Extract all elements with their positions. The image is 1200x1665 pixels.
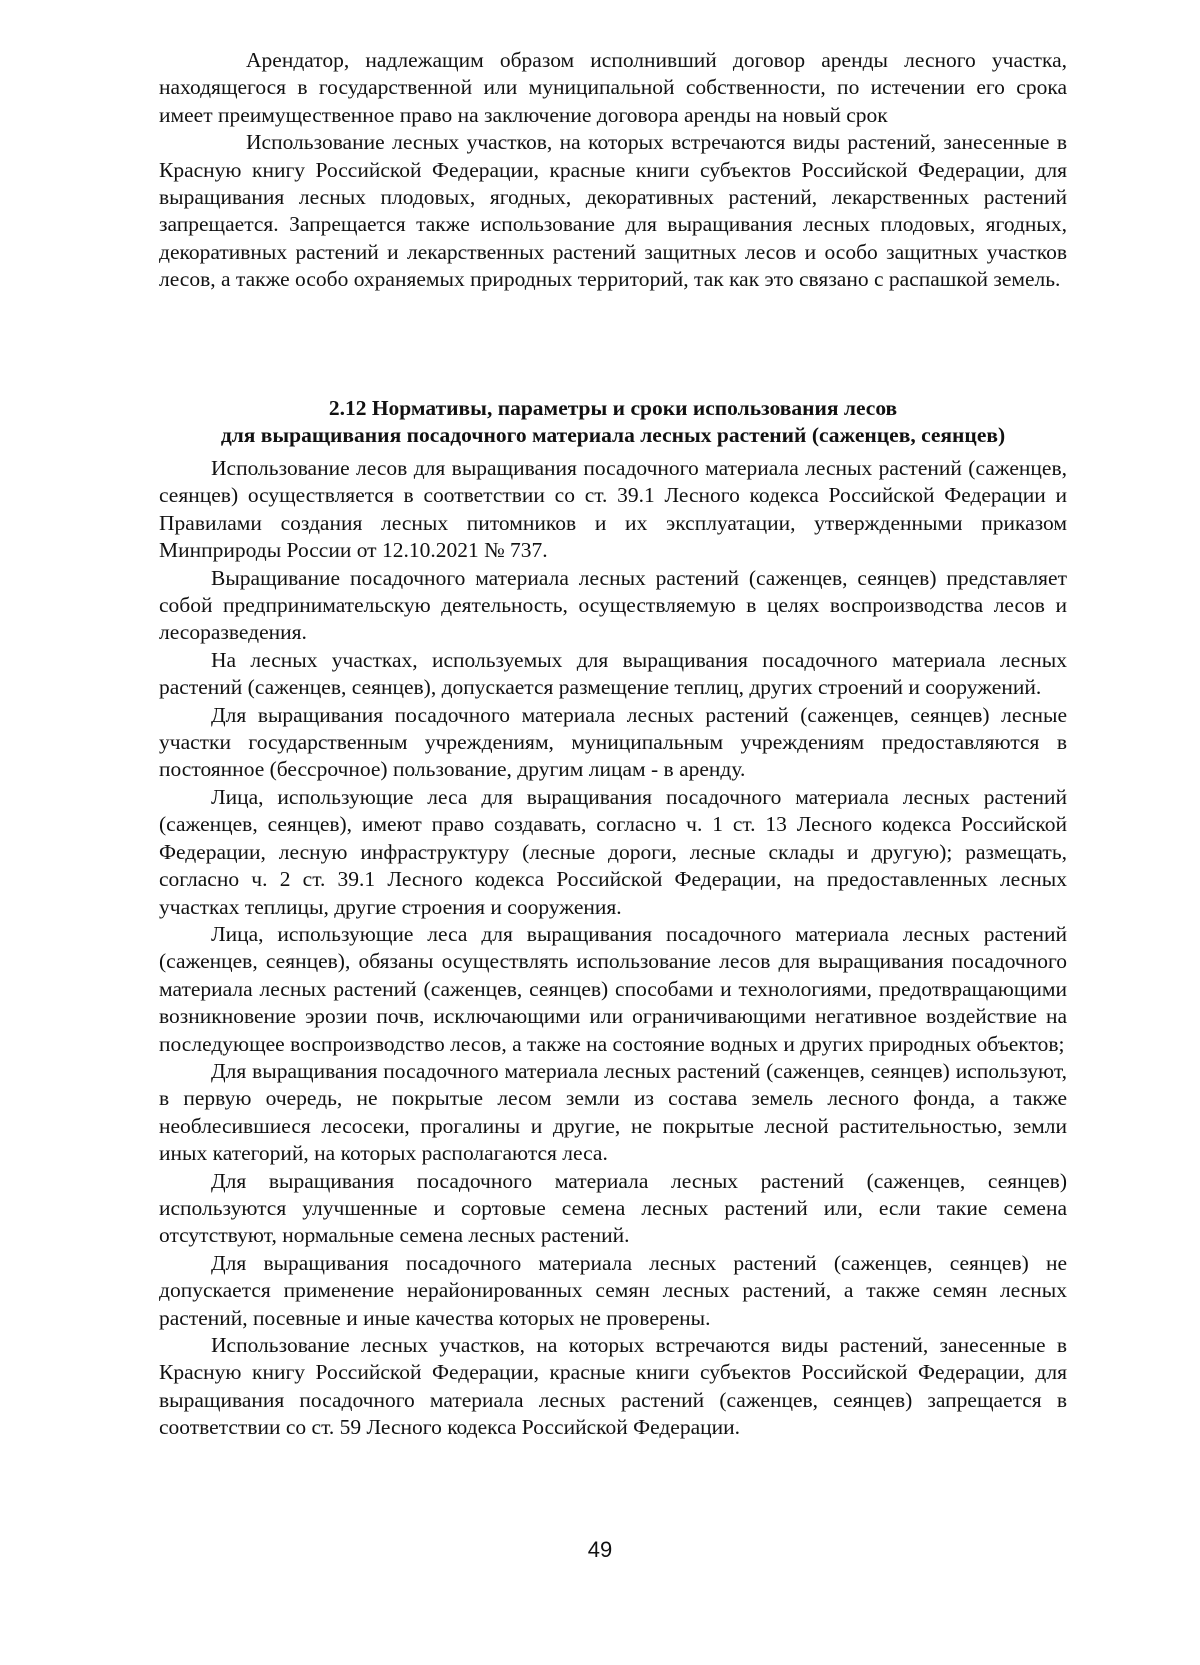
paragraph: Для выращивания посадочного материала лесных растений (саженцев, сеянцев) используются улучшенные и сортовые семена лесных растений или, если такие семена отсутствуют, нормальные семена лесных растений. (159, 1168, 1067, 1248)
paragraph: Лица, использующие леса для выращивания посадочного материала лесных растений (саженцев, сеянцев), имеют право создавать, согласно ч. 1 ст. 13 Лесного кодекса Российской Федерации, лесную инфраструктуру (лесные дороги, лесные склады и другую); размещать, согласно ч. 2 ст. 39.1 Лесного кодекса Российской Федерации, на предоставленных лесных участках теплицы, другие строения и сооружения. (159, 784, 1067, 919)
paragraph: Выращивание посадочного материала лесных растений (саженцев, сеянцев) представляет собой предпринимательскую деятельность, осуществляемую в целях воспроизводства лесов и лесоразведения. (159, 565, 1067, 645)
intro-text (159, 47, 1067, 294)
paragraph: Использование лесных участков, на которых встречаются виды растений, занесенные в Красную книгу Российской Федерации, красные книги субъектов Российской Федерации, для выращивания лесных плодовых, ягодных, декоративных растений, лекарственных растений запрещается. Запрещается также использование для выращивания лесных плодовых, ягодных, декоративных растений и лекарственных растений защитных лесов и особо защитных участков лесов, а также особо охраняемых природных территорий, так как это связано с распашкой земель. (159, 130, 1067, 292)
paragraph: Для выращивания посадочного материала лесных растений (саженцев, сеянцев) не допускается применение нерайонированных семян лесных растений, а также семян лесных растений, посевные и иные качества которых не проверены. (159, 1250, 1067, 1330)
paragraph: На лесных участках, используемых для выращивания посадочного материала лесных растений (саженцев, сеянцев), допускается размещение теплиц, других строений и сооружений. (159, 647, 1067, 700)
paragraph: Лица, использующие леса для выращивания посадочного материала лесных растений (саженцев, сеянцев), обязаны осуществлять использование лесов для выращивания посадочного материала лесных растений (саженцев, сеянцев) способами и технологиями, предотвращающими возникновение эрозии почв, исключающими или ограничивающими негативное воздействие на последующее воспроизводство лесов, а также на состояние водных и других природных объектов; (159, 921, 1067, 1056)
paragraph: Использование лесных участков, на которых встречаются виды растений, занесенные в Красную книгу Российской Федерации, красные книги субъектов Российской Федерации, для выращивания посадочного материала лесных растений (саженцев, сеянцев) запрещается в соответствии со ст. 59 Лесного кодекса Российской Федерации. (159, 1333, 1067, 1440)
page-number: 49 (587, 1537, 613, 1562)
paragraph: Для выращивания посадочного материала лесных растений (саженцев, сеянцев) лесные участки государственным учреждениям, муниципальным учреждениям предоставляются в постоянное (бессрочное) пользование, другим лицам - в аренду. (159, 702, 1067, 782)
paragraph: Использование лесов для выращивания посадочного материала лесных растений (саженцев, сеянцев) осуществляется в соответствии со ст. 39.1 Лесного кодекса Российской Федерации и Правилами создания лесных питомников и их эксплуатации, утвержденными приказом Минприроды России от 12.10.2021 № 737. (159, 456, 1067, 563)
section-heading-line: 2.12 Нормативы, параметры и сроки использования лесов (328, 396, 898, 420)
section-heading (159, 395, 1067, 450)
paragraph: Для выращивания посадочного материала лесных растений (саженцев, сеянцев) используют, в первую очередь, не покрытые лесом земли из состава земель лесного фонда, а также необлесившиеся лесосеки, прогалины и другие, не покрытые лесной растительностью, земли иных категорий, на которых располагаются леса. (159, 1058, 1067, 1166)
section-body (159, 455, 1067, 1442)
paragraph: Арендатор, надлежащим образом исполнивший договор аренды лесного участка, находящегося в государственной или муниципальной собственности, по истечении его срока имеет преимущественное право на заключение договора аренды на новый срок (159, 48, 1067, 127)
section-heading-line: для выращивания посадочного материала лесных растений (саженцев, сеянцев) (220, 423, 1006, 448)
